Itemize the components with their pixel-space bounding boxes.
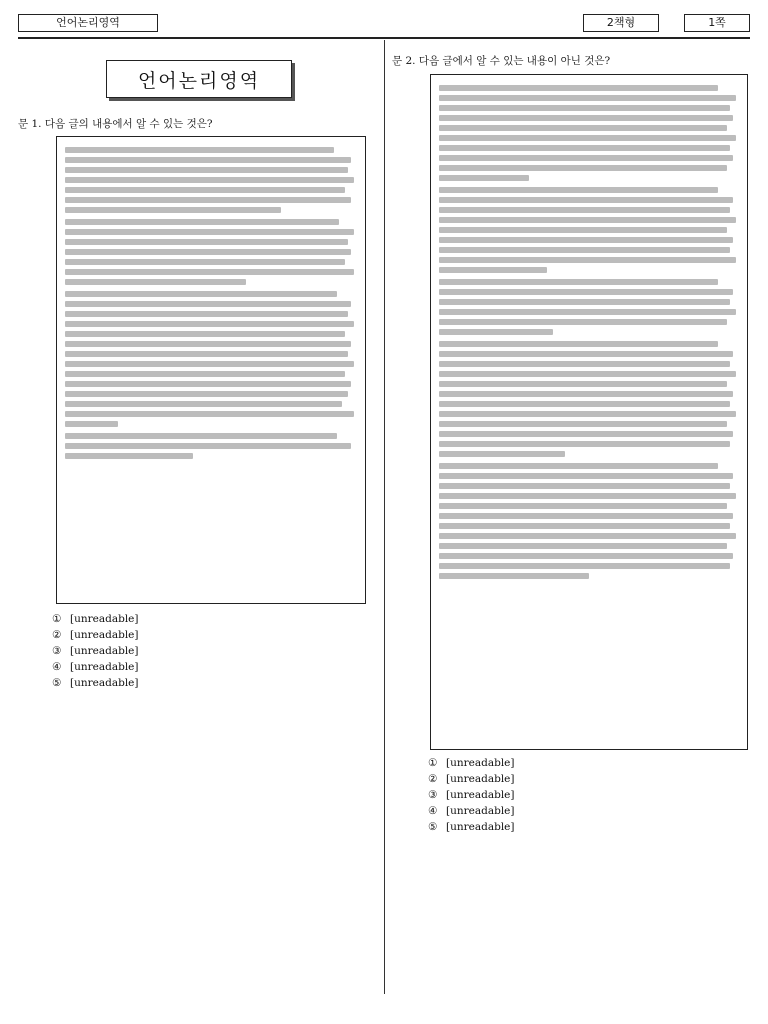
q1-choice-2[interactable]: ② [unreadable] [52, 629, 139, 641]
q1-choices [52, 612, 368, 692]
q1-prompt: 문 1. 다음 글의 내용에서 알 수 있는 것은? [18, 118, 213, 130]
header-rule [18, 37, 750, 39]
q2-para-3 [439, 279, 739, 335]
q1-para-4 [65, 433, 357, 459]
q2-choices [428, 756, 750, 836]
q1-choice-5[interactable]: ⑤ [unreadable] [52, 677, 139, 689]
column-divider [384, 40, 385, 994]
q2-para-1 [439, 85, 739, 181]
q2-choice-5[interactable]: ⑤ [unreadable] [428, 821, 515, 833]
q1-choice-1[interactable]: ① [unreadable] [52, 613, 139, 625]
q1-para-3 [65, 291, 357, 427]
page-title: 언어논리영역 [106, 60, 292, 98]
page-number: 1쪽 [684, 14, 750, 32]
q1-para-1 [65, 147, 357, 213]
q2-passage [430, 74, 748, 750]
q2-choice-2[interactable]: ② [unreadable] [428, 773, 515, 785]
q1-para-2 [65, 219, 357, 285]
form-label: 2책형 [583, 14, 659, 32]
q2-para-4 [439, 341, 739, 457]
q1-choice-4[interactable]: ④ [unreadable] [52, 661, 139, 673]
q1-choice-3[interactable]: ③ [unreadable] [52, 645, 139, 657]
q2-para-5 [439, 463, 739, 579]
q2-choice-4[interactable]: ④ [unreadable] [428, 805, 515, 817]
q1-passage [56, 136, 366, 604]
q2-choice-3[interactable]: ③ [unreadable] [428, 789, 515, 801]
subject-label: 언어논리영역 [18, 14, 158, 32]
q2-para-2 [439, 187, 739, 273]
q2-prompt: 문 2. 다음 글에서 알 수 있는 내용이 아닌 것은? [392, 55, 611, 67]
q2-choice-1[interactable]: ① [unreadable] [428, 757, 515, 769]
